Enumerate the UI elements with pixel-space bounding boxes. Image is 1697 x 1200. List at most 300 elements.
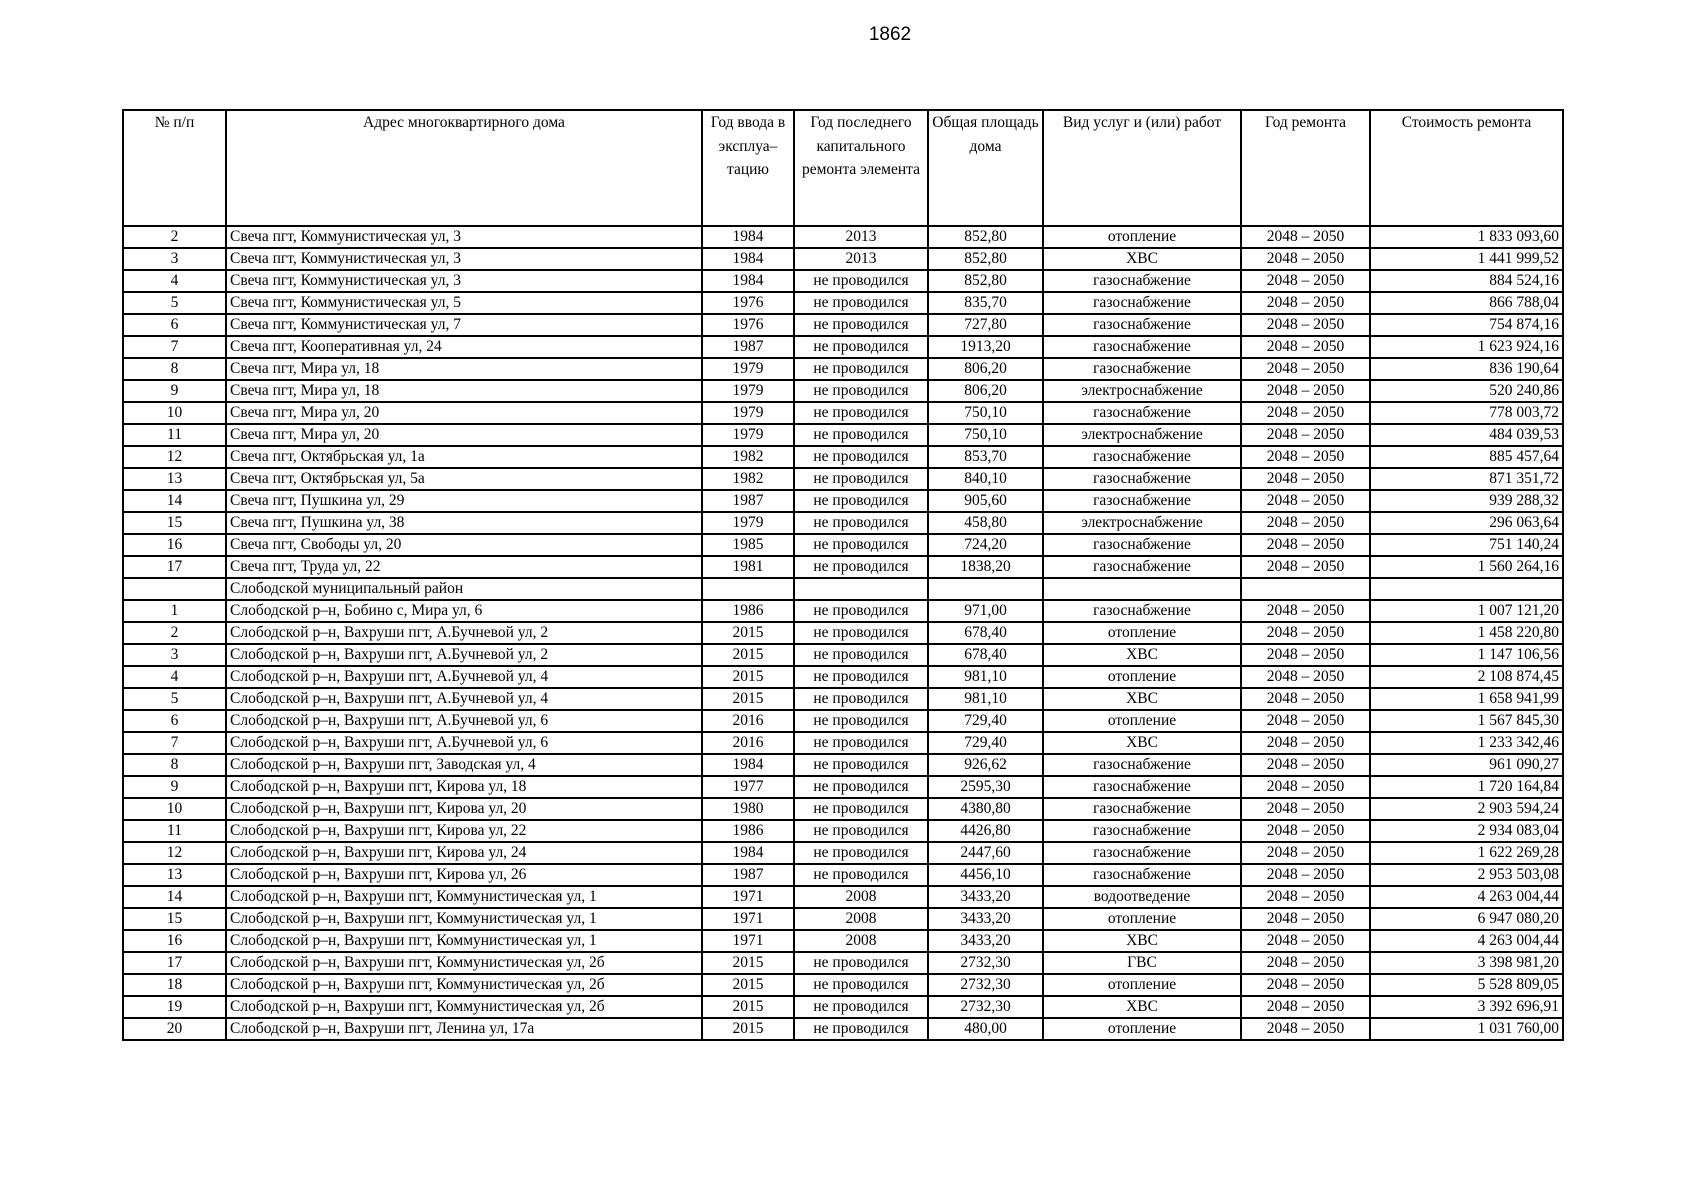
cell-repair-years: 2048 – 2050 [1241, 996, 1370, 1018]
cell-cost: 296 063,64 [1370, 512, 1563, 534]
cell-year-built: 1980 [702, 798, 794, 820]
section-cell-empty [1370, 578, 1563, 600]
cell-repair-years: 2048 – 2050 [1241, 952, 1370, 974]
cell-address: Свеча пгт, Коммунистическая ул, 3 [226, 270, 702, 292]
table-body-slobodskoy [123, 600, 1563, 1040]
section-cell-empty [702, 578, 794, 600]
cell-service: ХВС [1043, 732, 1241, 754]
cell-cost: 2 934 083,04 [1370, 820, 1563, 842]
table-row [123, 1018, 1563, 1040]
table-row [123, 732, 1563, 754]
cell-area: 1913,20 [928, 336, 1043, 358]
cell-last-repair: не проводился [794, 996, 928, 1018]
cell-last-repair: не проводился [794, 732, 928, 754]
table-row [123, 380, 1563, 402]
cell-cost: 885 457,64 [1370, 446, 1563, 468]
cell-address: Свеча пгт, Октябрьская ул, 5а [226, 468, 702, 490]
cell-area: 2732,30 [928, 996, 1043, 1018]
cell-year-built: 1977 [702, 776, 794, 798]
table-row [123, 512, 1563, 534]
cell-year-built: 2016 [702, 710, 794, 732]
cell-area: 2595,30 [928, 776, 1043, 798]
cell-address: Слободской р–н, Вахруши пгт, Коммунистическая ул, 1 [226, 930, 702, 952]
table-row [123, 314, 1563, 336]
cell-num: 17 [123, 556, 226, 578]
cell-address: Свеча пгт, Коммунистическая ул, 3 [226, 248, 702, 270]
cell-address: Свеча пгт, Коммунистическая ул, 7 [226, 314, 702, 336]
cell-area: 458,80 [928, 512, 1043, 534]
cell-area: 4380,80 [928, 798, 1043, 820]
cell-cost: 5 528 809,05 [1370, 974, 1563, 996]
cell-repair-years: 2048 – 2050 [1241, 666, 1370, 688]
cell-cost: 1 567 845,30 [1370, 710, 1563, 732]
cell-area: 806,20 [928, 358, 1043, 380]
cell-area: 2732,30 [928, 974, 1043, 996]
cell-year-built: 1981 [702, 556, 794, 578]
cell-year-built: 1971 [702, 930, 794, 952]
cell-repair-years: 2048 – 2050 [1241, 424, 1370, 446]
cell-year-built: 2015 [702, 996, 794, 1018]
cell-year-built: 1982 [702, 468, 794, 490]
cell-num: 11 [123, 424, 226, 446]
table-row [123, 710, 1563, 732]
cell-area: 480,00 [928, 1018, 1043, 1040]
cell-num: 18 [123, 974, 226, 996]
cell-num: 20 [123, 1018, 226, 1040]
section-cell-empty [1241, 578, 1370, 600]
cell-last-repair: не проводился [794, 292, 928, 314]
cell-last-repair: не проводился [794, 754, 928, 776]
cell-service: газоснабжение [1043, 600, 1241, 622]
cell-area: 981,10 [928, 666, 1043, 688]
cell-repair-years: 2048 – 2050 [1241, 974, 1370, 996]
cell-address: Свеча пгт, Пушкина ул, 29 [226, 490, 702, 512]
section-cell-empty [123, 578, 226, 600]
cell-num: 10 [123, 798, 226, 820]
table-row [123, 556, 1563, 578]
table-row [123, 666, 1563, 688]
cell-year-built: 1982 [702, 446, 794, 468]
cell-service: газоснабжение [1043, 314, 1241, 336]
cell-last-repair: не проводился [794, 644, 928, 666]
header-cost: Стоимость ремонта [1370, 110, 1563, 226]
cell-num: 6 [123, 314, 226, 336]
cell-year-built: 1986 [702, 600, 794, 622]
cell-service: отопление [1043, 974, 1241, 996]
cell-num: 17 [123, 952, 226, 974]
table-row [123, 688, 1563, 710]
cell-last-repair: не проводился [794, 314, 928, 336]
cell-cost: 484 039,53 [1370, 424, 1563, 446]
cell-repair-years: 2048 – 2050 [1241, 402, 1370, 424]
cell-area: 678,40 [928, 622, 1043, 644]
cell-last-repair: не проводился [794, 842, 928, 864]
cell-repair-years: 2048 – 2050 [1241, 600, 1370, 622]
cell-address: Слободской р–н, Вахруши пгт, Кирова ул, 26 [226, 864, 702, 886]
cell-service: отопление [1043, 710, 1241, 732]
cell-cost: 1 147 106,56 [1370, 644, 1563, 666]
cell-service: ХВС [1043, 930, 1241, 952]
cell-service: отопление [1043, 226, 1241, 248]
cell-last-repair: не проводился [794, 820, 928, 842]
cell-cost: 1 233 342,46 [1370, 732, 1563, 754]
cell-repair-years: 2048 – 2050 [1241, 314, 1370, 336]
table-row [123, 292, 1563, 314]
cell-area: 2447,60 [928, 842, 1043, 864]
cell-cost: 4 263 004,44 [1370, 886, 1563, 908]
section-cell-empty [1043, 578, 1241, 600]
cell-cost: 1 658 941,99 [1370, 688, 1563, 710]
cell-service: электроснабжение [1043, 424, 1241, 446]
cell-last-repair: 2013 [794, 226, 928, 248]
cell-year-built: 1984 [702, 226, 794, 248]
table-row [123, 842, 1563, 864]
cell-num: 7 [123, 336, 226, 358]
cell-service: газоснабжение [1043, 776, 1241, 798]
cell-num: 15 [123, 512, 226, 534]
cell-last-repair: 2008 [794, 886, 928, 908]
cell-last-repair: 2008 [794, 930, 928, 952]
cell-repair-years: 2048 – 2050 [1241, 820, 1370, 842]
table-row [123, 754, 1563, 776]
cell-year-built: 1987 [702, 336, 794, 358]
cell-last-repair: не проводился [794, 622, 928, 644]
cell-cost: 961 090,27 [1370, 754, 1563, 776]
cell-repair-years: 2048 – 2050 [1241, 270, 1370, 292]
cell-repair-years: 2048 – 2050 [1241, 710, 1370, 732]
cell-year-built: 1984 [702, 248, 794, 270]
table-row [123, 424, 1563, 446]
cell-last-repair: не проводился [794, 534, 928, 556]
cell-area: 905,60 [928, 490, 1043, 512]
table-row [123, 446, 1563, 468]
cell-repair-years: 2048 – 2050 [1241, 644, 1370, 666]
cell-cost: 1 031 760,00 [1370, 1018, 1563, 1040]
cell-repair-years: 2048 – 2050 [1241, 622, 1370, 644]
cell-service: газоснабжение [1043, 270, 1241, 292]
cell-address: Слободской р–н, Вахруши пгт, А.Бучневой ул, 2 [226, 644, 702, 666]
cell-year-built: 1986 [702, 820, 794, 842]
cell-year-built: 1979 [702, 358, 794, 380]
cell-repair-years: 2048 – 2050 [1241, 754, 1370, 776]
cell-area: 4426,80 [928, 820, 1043, 842]
table-row [123, 270, 1563, 292]
cell-address: Слободской р–н, Вахруши пгт, Коммунистическая ул, 2б [226, 996, 702, 1018]
cell-address: Слободской р–н, Вахруши пгт, Кирова ул, 24 [226, 842, 702, 864]
header-service: Вид услуг и (или) работ [1043, 110, 1241, 226]
cell-num: 4 [123, 270, 226, 292]
cell-repair-years: 2048 – 2050 [1241, 468, 1370, 490]
cell-num: 16 [123, 534, 226, 556]
cell-repair-years: 2048 – 2050 [1241, 688, 1370, 710]
cell-year-built: 1987 [702, 864, 794, 886]
cell-num: 2 [123, 226, 226, 248]
cell-area: 2732,30 [928, 952, 1043, 974]
cell-year-built: 1976 [702, 292, 794, 314]
cell-year-built: 2015 [702, 1018, 794, 1040]
table-row [123, 798, 1563, 820]
cell-repair-years: 2048 – 2050 [1241, 864, 1370, 886]
table-row [123, 226, 1563, 248]
cell-num: 8 [123, 754, 226, 776]
cell-cost: 2 108 874,45 [1370, 666, 1563, 688]
cell-num: 4 [123, 666, 226, 688]
table-row [123, 248, 1563, 270]
cell-repair-years: 2048 – 2050 [1241, 490, 1370, 512]
cell-repair-years: 2048 – 2050 [1241, 1018, 1370, 1040]
cell-cost: 778 003,72 [1370, 402, 1563, 424]
table-header [123, 110, 1563, 226]
cell-year-built: 1979 [702, 512, 794, 534]
cell-service: газоснабжение [1043, 820, 1241, 842]
cell-address: Слободской р–н, Вахруши пгт, А.Бучневой ул, 4 [226, 688, 702, 710]
cell-area: 3433,20 [928, 908, 1043, 930]
cell-year-built: 1971 [702, 908, 794, 930]
cell-last-repair: не проводился [794, 974, 928, 996]
cell-cost: 520 240,86 [1370, 380, 1563, 402]
cell-area: 750,10 [928, 402, 1043, 424]
cell-address: Свеча пгт, Труда ул, 22 [226, 556, 702, 578]
cell-cost: 3 398 981,20 [1370, 952, 1563, 974]
cell-num: 3 [123, 248, 226, 270]
cell-service: газоснабжение [1043, 292, 1241, 314]
cell-address: Слободской р–н, Вахруши пгт, Ленина ул, 17а [226, 1018, 702, 1040]
cell-address: Свеча пгт, Октябрьская ул, 1а [226, 446, 702, 468]
table-row [123, 490, 1563, 512]
cell-last-repair: не проводился [794, 1018, 928, 1040]
cell-service: электроснабжение [1043, 380, 1241, 402]
cell-last-repair: 2008 [794, 908, 928, 930]
cell-service: водоотведение [1043, 886, 1241, 908]
cell-area: 852,80 [928, 270, 1043, 292]
cell-service: газоснабжение [1043, 358, 1241, 380]
table-row [123, 908, 1563, 930]
cell-cost: 866 788,04 [1370, 292, 1563, 314]
cell-service: газоснабжение [1043, 468, 1241, 490]
cell-cost: 1 623 924,16 [1370, 336, 1563, 358]
cell-address: Свеча пгт, Коммунистическая ул, 3 [226, 226, 702, 248]
cell-year-built: 1976 [702, 314, 794, 336]
cell-service: газоснабжение [1043, 556, 1241, 578]
cell-service: отопление [1043, 908, 1241, 930]
section-row-group [123, 578, 1563, 600]
cell-num: 8 [123, 358, 226, 380]
page-number: 1862 [868, 24, 912, 45]
cell-service: газоснабжение [1043, 534, 1241, 556]
cell-year-built: 2015 [702, 952, 794, 974]
cell-year-built: 1984 [702, 754, 794, 776]
cell-num: 10 [123, 402, 226, 424]
cell-repair-years: 2048 – 2050 [1241, 512, 1370, 534]
cell-cost: 1 007 121,20 [1370, 600, 1563, 622]
cell-last-repair: не проводился [794, 490, 928, 512]
cell-repair-years: 2048 – 2050 [1241, 446, 1370, 468]
cell-last-repair: не проводился [794, 600, 928, 622]
cell-address: Слободской р–н, Вахруши пгт, А.Бучневой ул, 4 [226, 666, 702, 688]
cell-cost: 4 263 004,44 [1370, 930, 1563, 952]
cell-year-built: 1979 [702, 402, 794, 424]
cell-service: отопление [1043, 666, 1241, 688]
cell-last-repair: не проводился [794, 270, 928, 292]
cell-address: Слободской р–н, Вахруши пгт, Коммунистическая ул, 2б [226, 974, 702, 996]
cell-num: 11 [123, 820, 226, 842]
cell-service: электроснабжение [1043, 512, 1241, 534]
cell-last-repair: не проводился [794, 468, 928, 490]
cell-num: 13 [123, 864, 226, 886]
header-year-built: Год ввода в эксплуа–тацию [702, 110, 794, 226]
cell-area: 806,20 [928, 380, 1043, 402]
table-row [123, 358, 1563, 380]
cell-last-repair: не проводился [794, 952, 928, 974]
cell-last-repair: не проводился [794, 336, 928, 358]
cell-num: 5 [123, 688, 226, 710]
table-row [123, 776, 1563, 798]
cell-area: 1838,20 [928, 556, 1043, 578]
table-row [123, 864, 1563, 886]
cell-repair-years: 2048 – 2050 [1241, 248, 1370, 270]
cell-num: 6 [123, 710, 226, 732]
cell-repair-years: 2048 – 2050 [1241, 842, 1370, 864]
cell-service: газоснабжение [1043, 864, 1241, 886]
cell-area: 724,20 [928, 534, 1043, 556]
table-body-svecha [123, 226, 1563, 578]
repair-schedule-table [122, 109, 1564, 1041]
cell-last-repair: не проводился [794, 380, 928, 402]
table-row [123, 402, 1563, 424]
cell-num: 12 [123, 446, 226, 468]
cell-cost: 751 140,24 [1370, 534, 1563, 556]
table-row [123, 820, 1563, 842]
cell-num: 16 [123, 930, 226, 952]
cell-year-built: 1987 [702, 490, 794, 512]
cell-last-repair: не проводился [794, 556, 928, 578]
cell-num: 13 [123, 468, 226, 490]
section-title: Слободской муниципальный район [226, 578, 702, 600]
cell-address: Слободской р–н, Вахруши пгт, Кирова ул, 22 [226, 820, 702, 842]
cell-repair-years: 2048 – 2050 [1241, 886, 1370, 908]
table-row [123, 534, 1563, 556]
cell-address: Слободской р–н, Вахруши пгт, Кирова ул, 20 [226, 798, 702, 820]
cell-last-repair: не проводился [794, 710, 928, 732]
cell-repair-years: 2048 – 2050 [1241, 358, 1370, 380]
cell-cost: 1 458 220,80 [1370, 622, 1563, 644]
cell-address: Свеча пгт, Коммунистическая ул, 5 [226, 292, 702, 314]
cell-cost: 1 622 269,28 [1370, 842, 1563, 864]
cell-cost: 884 524,16 [1370, 270, 1563, 292]
cell-repair-years: 2048 – 2050 [1241, 292, 1370, 314]
cell-last-repair: не проводился [794, 864, 928, 886]
cell-service: газоснабжение [1043, 402, 1241, 424]
cell-num: 5 [123, 292, 226, 314]
cell-address: Слободской р–н, Вахруши пгт, А.Бучневой ул, 2 [226, 622, 702, 644]
cell-service: газоснабжение [1043, 446, 1241, 468]
section-cell-empty [794, 578, 928, 600]
header-address: Адрес многоквартирного дома [226, 110, 702, 226]
table-row [123, 886, 1563, 908]
cell-area: 971,00 [928, 600, 1043, 622]
cell-last-repair: не проводился [794, 446, 928, 468]
cell-area: 727,80 [928, 314, 1043, 336]
cell-year-built: 2015 [702, 688, 794, 710]
cell-service: ХВС [1043, 248, 1241, 270]
cell-last-repair: не проводился [794, 512, 928, 534]
cell-last-repair: не проводился [794, 358, 928, 380]
cell-service: газоснабжение [1043, 754, 1241, 776]
cell-last-repair: не проводился [794, 666, 928, 688]
cell-cost: 1 833 093,60 [1370, 226, 1563, 248]
cell-area: 3433,20 [928, 886, 1043, 908]
cell-num: 19 [123, 996, 226, 1018]
table-row [123, 336, 1563, 358]
cell-service: газоснабжение [1043, 842, 1241, 864]
cell-year-built: 1985 [702, 534, 794, 556]
cell-area: 852,80 [928, 248, 1043, 270]
cell-num: 9 [123, 776, 226, 798]
cell-service: отопление [1043, 622, 1241, 644]
header-repair-years: Год ремонта [1241, 110, 1370, 226]
cell-num: 7 [123, 732, 226, 754]
cell-area: 852,80 [928, 226, 1043, 248]
cell-area: 750,10 [928, 424, 1043, 446]
cell-repair-years: 2048 – 2050 [1241, 226, 1370, 248]
cell-num: 15 [123, 908, 226, 930]
cell-cost: 6 947 080,20 [1370, 908, 1563, 930]
cell-repair-years: 2048 – 2050 [1241, 776, 1370, 798]
cell-address: Свеча пгт, Кооперативная ул, 24 [226, 336, 702, 358]
cell-year-built: 2015 [702, 974, 794, 996]
cell-address: Слободской р–н, Вахруши пгт, Заводская ул, 4 [226, 754, 702, 776]
cell-area: 3433,20 [928, 930, 1043, 952]
cell-address: Слободской р–н, Вахруши пгт, Коммунистическая ул, 1 [226, 886, 702, 908]
cell-repair-years: 2048 – 2050 [1241, 908, 1370, 930]
cell-area: 729,40 [928, 710, 1043, 732]
cell-cost: 836 190,64 [1370, 358, 1563, 380]
cell-repair-years: 2048 – 2050 [1241, 534, 1370, 556]
section-cell-empty [928, 578, 1043, 600]
cell-num: 12 [123, 842, 226, 864]
table-row [123, 974, 1563, 996]
cell-year-built: 1979 [702, 380, 794, 402]
cell-repair-years: 2048 – 2050 [1241, 556, 1370, 578]
cell-repair-years: 2048 – 2050 [1241, 732, 1370, 754]
cell-cost: 754 874,16 [1370, 314, 1563, 336]
cell-year-built: 2015 [702, 622, 794, 644]
cell-year-built: 1979 [702, 424, 794, 446]
cell-address: Слободской р–н, Вахруши пгт, А.Бучневой ул, 6 [226, 710, 702, 732]
cell-num: 14 [123, 886, 226, 908]
cell-cost: 2 903 594,24 [1370, 798, 1563, 820]
cell-area: 835,70 [928, 292, 1043, 314]
cell-year-built: 2015 [702, 666, 794, 688]
cell-cost: 871 351,72 [1370, 468, 1563, 490]
table-row [123, 622, 1563, 644]
cell-service: ГВС [1043, 952, 1241, 974]
cell-service: ХВС [1043, 688, 1241, 710]
cell-last-repair: не проводился [794, 776, 928, 798]
header-last-repair: Год последнего капитального ремонта элемента [794, 110, 928, 226]
cell-service: газоснабжение [1043, 336, 1241, 358]
cell-num: 2 [123, 622, 226, 644]
cell-service: ХВС [1043, 644, 1241, 666]
cell-cost: 939 288,32 [1370, 490, 1563, 512]
section-row [123, 578, 1563, 600]
table-row [123, 930, 1563, 952]
cell-year-built: 1984 [702, 842, 794, 864]
cell-num: 1 [123, 600, 226, 622]
cell-num: 14 [123, 490, 226, 512]
cell-last-repair: не проводился [794, 402, 928, 424]
cell-cost: 3 392 696,91 [1370, 996, 1563, 1018]
